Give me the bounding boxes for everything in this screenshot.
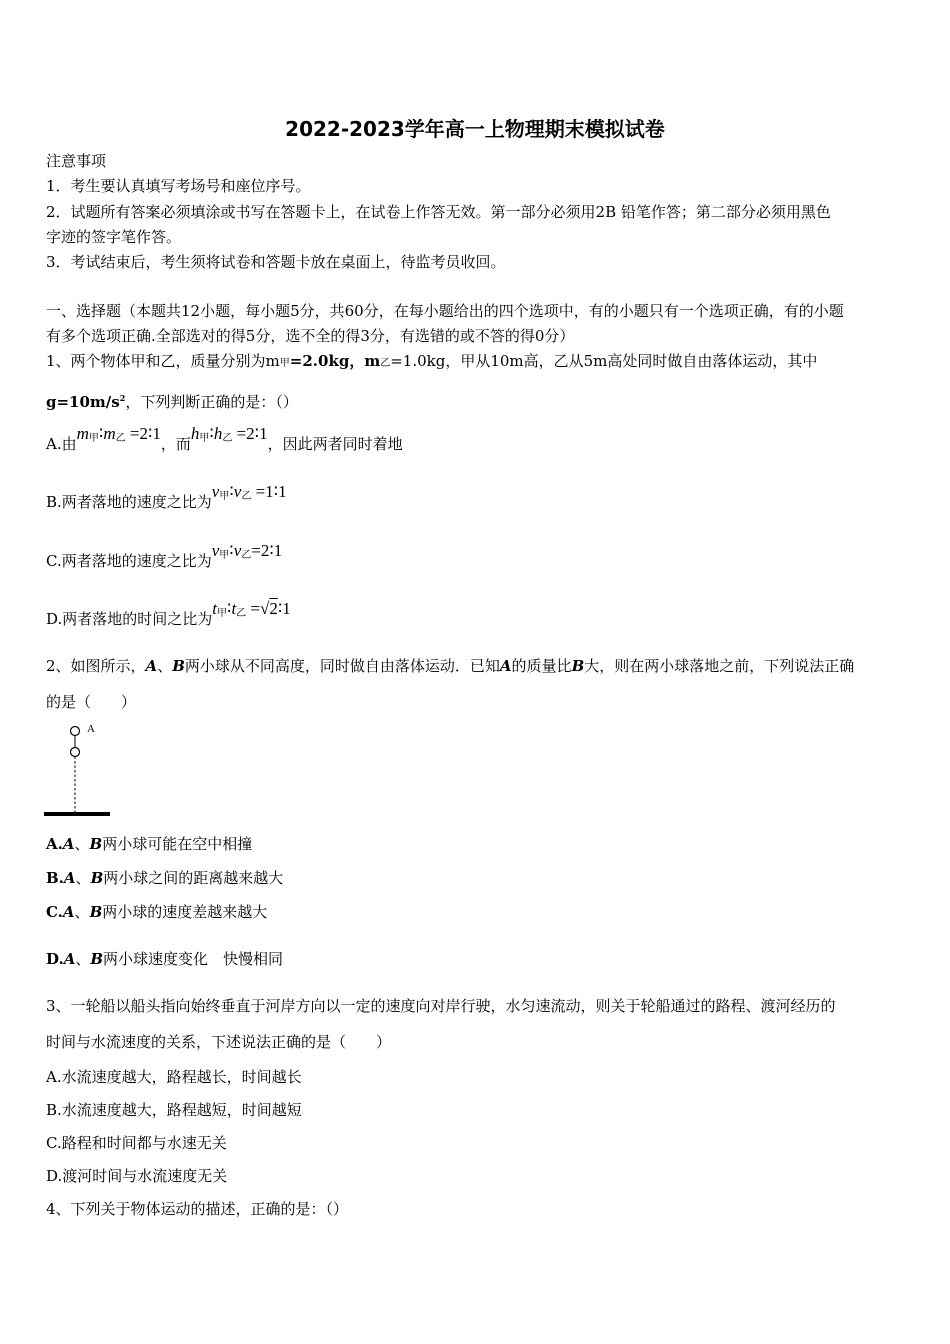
q2-line1 [46, 656, 854, 676]
q2-ball-a-ref: A [499, 657, 512, 675]
page-title: 2022-2023学年高一上物理期末模拟试卷 [285, 117, 665, 141]
notice-item-3: 3．考试结束后，考生须将试卷和答题卡放在桌面上，待监考员收回。 [46, 253, 506, 271]
q2-option-c [46, 902, 267, 922]
q2-option-b [46, 868, 283, 888]
q2-option-c-sep: 、 [74, 903, 90, 921]
q3-option-b: B.水流速度越大，路程越短，时间越短 [46, 1101, 302, 1119]
q2-line1-b: 两小球从不同高度，同时做自由落体运动．已知 [184, 657, 500, 675]
q2-option-b-pre: B. [46, 869, 64, 887]
ground [44, 812, 110, 816]
q1-option-a-formula1: $m_甲∶m_乙$ =2∶1 [76, 424, 161, 444]
fig-label-a: A [87, 723, 95, 735]
q2-option-c-pre: C. [46, 903, 63, 921]
q2-option-a [46, 834, 252, 854]
q2-line1-d: 大，则在两小球落地之前，下列说法正确 [584, 657, 855, 675]
notice-item-2-cont: 字迹的签字笔作答。 [46, 228, 182, 246]
q1-sub-jia: 甲 [279, 358, 290, 369]
q2-option-b-sep: 、 [75, 869, 91, 887]
section1-line1: 一、选择题（本题共12小题，每小题5分，共60分，在每小题给出的四个选项中，有的小题只有一个选项正确，有的小题 [46, 302, 844, 320]
q1-stem-b: =2.0kg，m [289, 352, 381, 370]
q1-g-sup: 2 [119, 393, 126, 403]
ball-a [71, 727, 80, 736]
q1-g-rest: ，下列判断正确的是：（） [125, 393, 298, 411]
q2-option-d-sep: 、 [75, 950, 91, 968]
q3-option-a: A.水流速度越大，路程越长，时间越长 [46, 1068, 302, 1086]
q1-g-line [46, 388, 298, 412]
q2-option-a-post: 两小球可能在空中相撞 [102, 835, 253, 853]
q2-option-d-b: B [90, 950, 104, 968]
q1-option-d [46, 599, 291, 634]
q1-option-a-post: ，因此两者同时着地 [267, 435, 403, 453]
q2-sep: 、 [157, 657, 173, 675]
q2-ball-b-ref: B [571, 657, 585, 675]
q1-option-a-mid: ，而 [160, 435, 191, 453]
ball-b [71, 748, 80, 757]
q1-g: g=10m/s [46, 393, 120, 411]
q2-option-b-a: A [63, 869, 76, 887]
q3-line2: 时间与水流速度的关系，下述说法正确的是（ ） [46, 1033, 392, 1051]
q2-option-d [46, 949, 283, 969]
q2-figure [44, 718, 114, 822]
q1-option-c [46, 541, 283, 576]
q2-option-b-post: 两小球之间的距离越来越大 [103, 869, 284, 887]
q1-option-a-formula2: $h_甲∶h_乙$ =2∶1 [190, 424, 268, 444]
notice-heading: 注意事项 [46, 152, 107, 170]
q2-option-c-post: 两小球的速度差越来越大 [102, 903, 268, 921]
q3-option-d: D.渡河时间与水流速度无关 [46, 1167, 228, 1185]
q1-stem-a: 1、两个物体甲和乙，质量分别为m [46, 352, 280, 370]
q4-line1: 4、下列关于物体运动的描述，正确的是：（） [46, 1200, 349, 1218]
q1-stem [46, 351, 817, 374]
q2-option-a-pre: A. [46, 835, 63, 853]
q1-option-b-formula: $v_甲∶v_乙$ =1∶1 [211, 482, 287, 502]
q1-option-c-pre: C.两者落地的速度之比为 [46, 552, 212, 570]
q1-option-c-formula: $v_甲∶v_乙=2∶1$ [211, 541, 283, 561]
q2-option-a-sep: 、 [74, 835, 90, 853]
q2-option-c-b: B [89, 903, 103, 921]
q1-option-d-pre: D.两者落地的时间之比为 [46, 610, 213, 628]
q2-line1-c: 的质量比 [511, 657, 572, 675]
q1-option-d-formula: $t_甲∶t_乙$ =√2∶1 [212, 599, 291, 619]
q2-line2: 的是（ ） [46, 693, 137, 711]
q2-option-c-a: A [62, 903, 75, 921]
q1-stem-c: =1.0kg，甲从10m高，乙从5m高处同时做自由落体运动，其中 [390, 352, 818, 370]
q1-option-b-pre: B.两者落地的速度之比为 [46, 493, 212, 511]
q3-line1: 3、一轮船以船头指向始终垂直于河岸方向以一定的速度向对岸行驶，水匀速流动，则关于轮船通过的路程、渡河经历的 [46, 997, 836, 1015]
q2-ball-a-label: A [145, 657, 158, 675]
q2-option-d-pre: D. [46, 950, 64, 968]
notice-item-1: 1．考生要认真填写考场号和座位序号。 [46, 177, 311, 195]
q1-option-b [46, 482, 287, 517]
q2-line1-a: 2、如图所示， [46, 657, 146, 675]
q2-option-a-a: A [62, 835, 75, 853]
q2-ball-b-label: B [172, 657, 185, 675]
q1-option-a [46, 424, 403, 459]
q2-option-d-post: 两小球速度变化 快慢相同 [103, 950, 284, 968]
q3-option-c: C.路程和时间都与水速无关 [46, 1134, 227, 1152]
q1-option-a-pre: A.由 [46, 435, 77, 453]
q2-option-a-b: B [89, 835, 103, 853]
q1-sub-yi: 乙 [380, 358, 391, 369]
q2-option-b-b: B [90, 869, 104, 887]
q2-option-d-a: A [63, 950, 76, 968]
notice-item-2: 2．试题所有答案必须填涂或书写在答题卡上，在试卷上作答无效。第一部分必须用2B 铅笔作答；第二部分必须用黑色 [46, 203, 831, 221]
section1-line2: 有多个选项正确.全部选对的得5分，选不全的得3分，有选错的或不答的得0分） [46, 327, 575, 345]
